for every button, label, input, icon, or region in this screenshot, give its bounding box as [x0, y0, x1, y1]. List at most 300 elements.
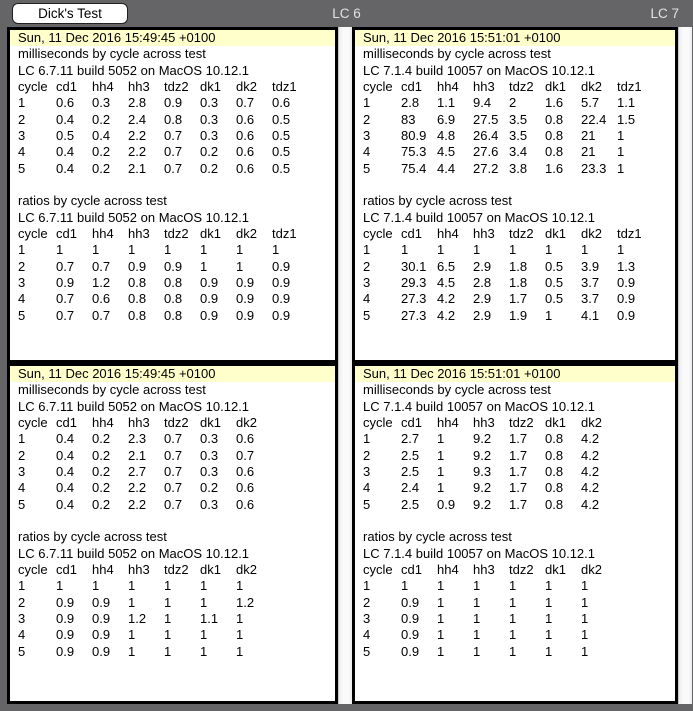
table-cell: 1	[581, 643, 589, 659]
column-header: dk2	[581, 414, 602, 430]
table-row	[355, 497, 675, 513]
table-cell: 0.9	[437, 496, 456, 512]
table-cell: 2.5	[401, 447, 420, 463]
results-field-lc6-bottom[interactable]	[7, 363, 338, 704]
table-cell: 0.2	[92, 496, 111, 512]
lc6-column-label: LC 6	[332, 6, 361, 21]
column-header: hh3	[128, 414, 150, 430]
table-cell: 0.9	[92, 610, 111, 626]
table-row	[10, 161, 335, 177]
table-cell: 1	[545, 610, 553, 626]
table-cell: 1	[128, 594, 136, 610]
section-title: milliseconds by cycle across test	[18, 46, 206, 62]
table-cell: 80.9	[401, 127, 427, 143]
table-cell: 1	[18, 95, 26, 111]
table-cell: 0.2	[92, 111, 111, 127]
table-cell: 1	[200, 594, 208, 610]
table-cell: 1	[473, 610, 481, 626]
table-cell: 0.5	[272, 160, 291, 176]
table-cell: 2.1	[128, 447, 147, 463]
table-cell: 2	[363, 111, 371, 127]
column-header: tdz1	[617, 225, 642, 241]
table-cell: 1	[236, 610, 244, 626]
table-cell: 5.7	[581, 95, 600, 111]
column-header: hh3	[128, 78, 150, 94]
column-header: hh4	[437, 78, 459, 94]
column-header: cd1	[401, 225, 422, 241]
column-header: cycle	[363, 414, 393, 430]
results-field-lc7-bottom[interactable]	[352, 363, 678, 704]
blank-line	[10, 513, 335, 529]
table-cell: 1	[164, 578, 172, 594]
table-row	[355, 291, 675, 307]
table-cell: 1	[164, 594, 172, 610]
table-cell: 2.2	[128, 144, 147, 160]
table-cell: 9.2	[473, 480, 492, 496]
column-header: dk2	[236, 78, 257, 94]
table-cell: 1	[18, 431, 26, 447]
table-cell: 2.2	[128, 127, 147, 143]
table-cell: 1	[437, 480, 445, 496]
date-line: Sun, 11 Dec 2016 15:49:45 +0100	[10, 366, 335, 382]
table-row	[10, 595, 335, 611]
table-row	[10, 112, 335, 128]
table-cell: 1	[200, 578, 208, 594]
table-header-row	[355, 562, 675, 578]
table-cell: 4.2	[437, 307, 456, 323]
table-cell: 3.8	[509, 160, 528, 176]
column-header: tdz2	[164, 225, 189, 241]
table-cell: 0.2	[200, 160, 219, 176]
table-cell: 1.8	[509, 258, 528, 274]
table-cell: 0.9	[272, 291, 291, 307]
table-cell: 1	[236, 258, 244, 274]
table-row	[10, 259, 335, 275]
table-cell: 1	[236, 578, 244, 594]
vertical-scrollbar[interactable]	[678, 27, 692, 363]
table-cell: 6.5	[437, 258, 456, 274]
table-cell: 0.4	[56, 480, 75, 496]
table-cell: 1.9	[509, 307, 528, 323]
table-row	[10, 431, 335, 447]
table-cell: 1	[581, 578, 589, 594]
results-field-lc7-top[interactable]	[352, 27, 678, 363]
table-header-row	[355, 226, 675, 242]
table-row	[10, 578, 335, 594]
table-cell: 0.6	[236, 127, 255, 143]
build-info-line: LC 7.1.4 build 10057 on MacOS 10.12.1	[363, 209, 595, 225]
table-header-row	[10, 226, 335, 242]
table-cell: 1	[545, 594, 553, 610]
column-header: cycle	[18, 225, 48, 241]
table-row	[355, 431, 675, 447]
table-cell: 2.8	[128, 95, 147, 111]
table-cell: 2.1	[128, 160, 147, 176]
table-cell: 1.2	[236, 594, 255, 610]
column-header: tdz2	[164, 78, 189, 94]
table-cell: 0.7	[92, 307, 111, 323]
table-cell: 0.8	[128, 274, 147, 290]
table-cell: 83	[401, 111, 416, 127]
table-cell: 0.9	[401, 594, 420, 610]
table-cell: 0.5	[545, 274, 564, 290]
table-cell: 1.1	[617, 95, 636, 111]
table-cell: 1.7	[509, 496, 528, 512]
column-header: dk1	[545, 78, 566, 94]
table-cell: 0.9	[272, 258, 291, 274]
table-cell: 0.2	[200, 480, 219, 496]
table-cell: 1	[581, 627, 589, 643]
table-row	[355, 595, 675, 611]
table-row	[355, 644, 675, 660]
table-cell: 0.8	[128, 291, 147, 307]
table-cell: 0.5	[272, 144, 291, 160]
column-header: hh3	[473, 225, 495, 241]
table-cell: 1	[128, 578, 136, 594]
blank-line	[355, 513, 675, 529]
panel-cell-bottom-right	[352, 363, 692, 704]
table-cell: 1	[164, 242, 172, 258]
table-cell: 1	[363, 578, 371, 594]
table-cell: 0.9	[200, 274, 219, 290]
table-row	[355, 112, 675, 128]
table-cell: 1	[581, 594, 589, 610]
build-info-line: LC 7.1.4 build 10057 on MacOS 10.12.1	[363, 398, 595, 414]
column-header: hh4	[437, 561, 459, 577]
table-cell: 1	[363, 95, 371, 111]
table-cell: 1	[272, 242, 280, 258]
table-cell: 23.3	[581, 160, 607, 176]
table-cell: 27.3	[401, 291, 427, 307]
table-cell: 4.1	[581, 307, 600, 323]
table-cell: 0.9	[236, 274, 255, 290]
table-cell: 0.9	[56, 274, 75, 290]
column-header: cycle	[363, 561, 393, 577]
table-cell: 0.9	[617, 274, 636, 290]
table-cell: 5	[18, 496, 26, 512]
table-cell: 3	[363, 127, 371, 143]
table-cell: 4	[363, 144, 371, 160]
table-cell: 4.8	[437, 127, 456, 143]
date-line: Sun, 11 Dec 2016 15:51:01 +0100	[355, 366, 675, 382]
table-cell: 0.7	[164, 480, 183, 496]
table-cell: 1	[200, 258, 208, 274]
table-row	[10, 291, 335, 307]
table-row	[355, 578, 675, 594]
table-cell: 29.3	[401, 274, 427, 290]
table-cell: 2.7	[401, 431, 420, 447]
section-title: milliseconds by cycle across test	[18, 382, 206, 398]
table-cell: 1	[18, 578, 26, 594]
section-title: ratios by cycle across test	[18, 193, 167, 209]
dicks-test-button[interactable]: Dick's Test	[12, 3, 128, 24]
table-cell: 2.2	[128, 480, 147, 496]
table-row	[10, 480, 335, 496]
table-cell: 0.9	[92, 627, 111, 643]
table-cell: 1	[545, 627, 553, 643]
table-cell: 0.4	[56, 463, 75, 479]
column-header: hh4	[92, 414, 114, 430]
table-cell: 1.6	[545, 160, 564, 176]
column-header: cd1	[401, 78, 422, 94]
table-cell: 5	[18, 307, 26, 323]
section-title: ratios by cycle across test	[363, 529, 512, 545]
build-info-line: LC 7.1.4 build 10057 on MacOS 10.12.1	[363, 62, 595, 78]
table-cell: 0.9	[92, 643, 111, 659]
table-cell: 1	[437, 447, 445, 463]
column-header: hh4	[92, 561, 114, 577]
table-cell: 0.9	[56, 627, 75, 643]
table-cell: 1	[401, 242, 409, 258]
table-cell: 0.7	[164, 144, 183, 160]
table-cell: 1.2	[128, 610, 147, 626]
table-cell: 1	[509, 578, 517, 594]
table-cell: 0.4	[56, 496, 75, 512]
table-cell: 0.8	[545, 447, 564, 463]
column-header: cycle	[18, 78, 48, 94]
table-cell: 0.2	[92, 431, 111, 447]
table-cell: 0.9	[617, 307, 636, 323]
table-cell: 2.4	[401, 480, 420, 496]
table-cell: 0.6	[272, 95, 291, 111]
table-cell: 27.5	[473, 111, 499, 127]
table-cell: 1	[56, 242, 64, 258]
table-cell: 3.9	[581, 258, 600, 274]
table-cell: 9.3	[473, 463, 492, 479]
table-cell: 2.4	[128, 111, 147, 127]
table-cell: 0.8	[545, 496, 564, 512]
column-header: hh3	[473, 414, 495, 430]
table-cell: 1	[437, 463, 445, 479]
table-cell: 0.7	[164, 160, 183, 176]
table-cell: 0.9	[272, 307, 291, 323]
column-header: dk2	[581, 561, 602, 577]
table-cell: 0.4	[56, 431, 75, 447]
table-cell: 4	[363, 291, 371, 307]
table-cell: 2	[18, 447, 26, 463]
results-field-lc6-top[interactable]	[7, 27, 338, 363]
build-info-line: LC 6.7.11 build 5052 on MacOS 10.12.1	[18, 209, 250, 225]
table-row	[10, 275, 335, 291]
table-cell: 0.9	[236, 307, 255, 323]
table-cell: 0.5	[56, 127, 75, 143]
table-row	[10, 144, 335, 160]
table-cell: 1	[200, 242, 208, 258]
table-row	[355, 242, 675, 258]
table-cell: 1.7	[509, 480, 528, 496]
table-cell: 4	[363, 480, 371, 496]
table-cell: 0.6	[236, 431, 255, 447]
table-cell: 0.3	[200, 431, 219, 447]
table-cell: 0.9	[56, 643, 75, 659]
column-header: cd1	[56, 78, 77, 94]
table-cell: 0.7	[164, 431, 183, 447]
column-header: cd1	[401, 414, 422, 430]
table-cell: 1	[363, 242, 371, 258]
table-cell: 0.2	[200, 144, 219, 160]
table-cell: 0.9	[401, 627, 420, 643]
column-header: hh3	[473, 78, 495, 94]
table-cell: 3.4	[509, 144, 528, 160]
table-cell: 1	[617, 127, 625, 143]
table-cell: 27.6	[473, 144, 499, 160]
table-cell: 3	[18, 463, 26, 479]
table-cell: 1.1	[200, 610, 219, 626]
table-cell: 27.3	[401, 307, 427, 323]
table-cell: 1	[164, 643, 172, 659]
table-cell: 5	[363, 307, 371, 323]
column-header: dk2	[236, 561, 257, 577]
table-cell: 1	[437, 242, 445, 258]
date-line: Sun, 11 Dec 2016 15:49:45 +0100	[10, 30, 335, 46]
table-cell: 0.9	[128, 258, 147, 274]
column-header: cycle	[18, 414, 48, 430]
table-header-row	[355, 79, 675, 95]
column-header: tdz2	[509, 414, 534, 430]
table-cell: 3	[363, 610, 371, 626]
table-cell: 4.2	[581, 431, 600, 447]
table-row	[355, 627, 675, 643]
vertical-scrollbar[interactable]	[338, 27, 352, 363]
table-cell: 1	[437, 610, 445, 626]
table-cell: 0.5	[545, 291, 564, 307]
table-cell: 0.3	[200, 447, 219, 463]
table-cell: 1.7	[509, 447, 528, 463]
table-row	[10, 95, 335, 111]
table-cell: 0.3	[200, 127, 219, 143]
table-cell: 1	[236, 643, 244, 659]
table-cell: 1	[200, 627, 208, 643]
table-cell: 0.4	[92, 127, 111, 143]
column-header: dk1	[200, 414, 221, 430]
table-cell: 2.9	[473, 258, 492, 274]
vertical-scrollbar[interactable]	[338, 363, 352, 704]
table-cell: 0.9	[92, 594, 111, 610]
table-cell: 0.9	[56, 594, 75, 610]
column-header: cycle	[18, 561, 48, 577]
table-cell: 4	[363, 627, 371, 643]
table-cell: 0.4	[56, 447, 75, 463]
table-cell: 1	[473, 578, 481, 594]
table-cell: 1	[437, 643, 445, 659]
table-cell: 0.6	[236, 480, 255, 496]
column-header: tdz1	[272, 225, 297, 241]
table-cell: 1.1	[437, 95, 456, 111]
table-cell: 0.7	[164, 463, 183, 479]
table-cell: 1.7	[509, 463, 528, 479]
table-cell: 27.2	[473, 160, 499, 176]
table-cell: 5	[363, 496, 371, 512]
table-cell: 4.2	[581, 447, 600, 463]
table-cell: 0.9	[401, 643, 420, 659]
table-cell: 2	[509, 95, 517, 111]
table-cell: 1	[545, 578, 553, 594]
vertical-scrollbar[interactable]	[678, 363, 692, 704]
table-row	[10, 448, 335, 464]
table-cell: 0.9	[617, 291, 636, 307]
column-header: dk2	[581, 225, 602, 241]
column-header: hh4	[92, 78, 114, 94]
column-header: dk1	[200, 561, 221, 577]
table-row	[10, 497, 335, 513]
table-cell: 0.4	[56, 144, 75, 160]
table-cell: 0.4	[56, 160, 75, 176]
table-cell: 0.8	[128, 307, 147, 323]
table-cell: 0.8	[164, 307, 183, 323]
table-cell: 0.8	[164, 291, 183, 307]
table-cell: 0.7	[56, 307, 75, 323]
table-cell: 1	[437, 594, 445, 610]
table-cell: 5	[363, 643, 371, 659]
table-cell: 0.9	[272, 274, 291, 290]
table-cell: 1	[128, 643, 136, 659]
table-cell: 9.2	[473, 431, 492, 447]
table-cell: 1	[92, 242, 100, 258]
table-cell: 0.9	[200, 307, 219, 323]
table-cell: 1	[236, 627, 244, 643]
column-header: hh3	[128, 561, 150, 577]
table-cell: 9.4	[473, 95, 492, 111]
column-header: dk2	[581, 78, 602, 94]
table-cell: 0.7	[164, 496, 183, 512]
table-cell: 5	[18, 160, 26, 176]
column-header: dk1	[545, 561, 566, 577]
section-title: ratios by cycle across test	[18, 529, 167, 545]
table-cell: 4.5	[437, 274, 456, 290]
table-cell: 0.9	[401, 610, 420, 626]
column-header: hh4	[437, 414, 459, 430]
table-cell: 0.7	[92, 258, 111, 274]
table-cell: 0.8	[545, 463, 564, 479]
table-row	[355, 308, 675, 324]
column-header: tdz1	[617, 78, 642, 94]
table-cell: 1.2	[92, 274, 111, 290]
table-cell: 0.9	[56, 610, 75, 626]
table-cell: 0.5	[272, 127, 291, 143]
table-cell: 5	[18, 643, 26, 659]
table-cell: 1.8	[509, 274, 528, 290]
table-row	[10, 611, 335, 627]
table-cell: 1	[545, 242, 553, 258]
table-cell: 0.9	[200, 291, 219, 307]
table-row	[355, 480, 675, 496]
build-info-line: LC 6.7.11 build 5052 on MacOS 10.12.1	[18, 62, 250, 78]
column-header: cycle	[363, 225, 393, 241]
table-cell: 1	[473, 594, 481, 610]
table-cell: 2.9	[473, 307, 492, 323]
table-cell: 1	[401, 578, 409, 594]
table-cell: 75.3	[401, 144, 427, 160]
section-title: milliseconds by cycle across test	[363, 46, 551, 62]
table-cell: 0.7	[164, 127, 183, 143]
table-cell: 3	[363, 463, 371, 479]
table-cell: 0.9	[236, 291, 255, 307]
column-header: cd1	[56, 225, 77, 241]
date-line: Sun, 11 Dec 2016 15:51:01 +0100	[355, 30, 675, 46]
table-row	[355, 128, 675, 144]
table-cell: 0.8	[164, 274, 183, 290]
column-header: hh3	[128, 225, 150, 241]
table-cell: 2.8	[473, 274, 492, 290]
column-header: hh3	[473, 561, 495, 577]
table-cell: 0.8	[545, 144, 564, 160]
table-cell: 1	[473, 627, 481, 643]
lc7-column-label: LC 7	[650, 6, 679, 21]
table-cell: 1.5	[617, 111, 636, 127]
table-cell: 0.8	[545, 127, 564, 143]
table-cell: 0.2	[92, 144, 111, 160]
table-cell: 9.2	[473, 447, 492, 463]
